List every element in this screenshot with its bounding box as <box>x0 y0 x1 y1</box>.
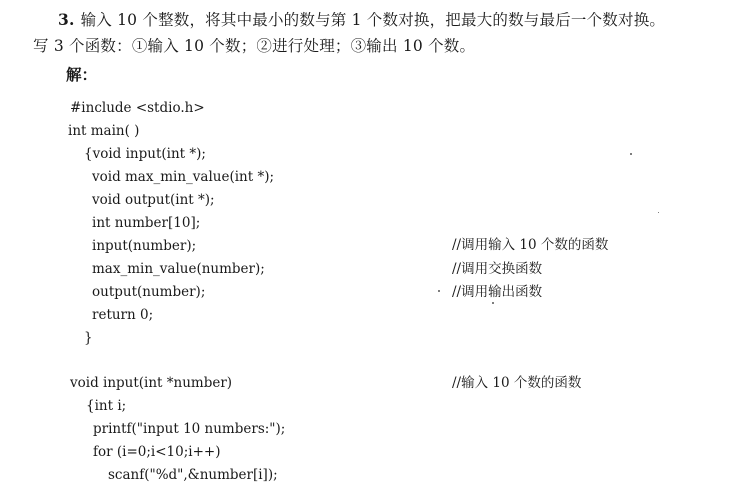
code-line-printf: printf("input 10 numbers:"); <box>93 421 286 437</box>
code-line-decl-maxmin: void max_min_value(int *); <box>92 169 275 185</box>
problem-statement-line-1 <box>58 8 665 30</box>
problem-number: 3. <box>58 10 75 29</box>
scan-speck <box>438 290 440 292</box>
code-line-decl-output: void output(int *); <box>92 192 215 208</box>
code-line-scanf: scanf("%d",&number[i]); <box>108 467 278 483</box>
scan-speck <box>658 212 659 213</box>
code-line-input-def: void input(int *number) <box>70 375 233 391</box>
problem-statement-line-2: 写 3 个函数：①输入 10 个数；②进行处理；③输出 10 个数。 <box>33 37 476 55</box>
previous-line-fragment <box>38 0 98 2</box>
comment-input-function: //输入 10 个数的函数 <box>452 375 582 391</box>
code-line-include: #include <stdio.h> <box>70 100 205 116</box>
code-line-array: int number[10]; <box>92 215 201 231</box>
problem-text: 输入 10 个整数，将其中最小的数与第 1 个数对换，把最大的数与最后一个数对换。 <box>80 11 666 29</box>
code-line-call-maxmin: max_min_value(number); <box>92 261 265 277</box>
code-line-decl-input: {void input(int *); <box>84 146 206 162</box>
code-line-call-output: output(number); <box>92 284 206 300</box>
code-line-call-input: input(number); <box>92 238 197 254</box>
scan-speck <box>630 153 632 155</box>
comment-call-output: //调用输出函数 <box>452 284 543 300</box>
scan-speck <box>492 302 494 304</box>
comment-call-swap: //调用交换函数 <box>452 261 543 277</box>
answer-label: 解： <box>66 65 98 84</box>
code-line-int-i: {int i; <box>86 398 127 414</box>
code-line-return: return 0; <box>92 307 154 323</box>
code-line-for: for (i=0;i<10;i++) <box>93 444 221 460</box>
code-line-main: int main( ) <box>68 123 140 139</box>
code-line-close-brace: } <box>84 330 93 346</box>
comment-call-input: //调用输入 10 个数的函数 <box>452 237 609 253</box>
